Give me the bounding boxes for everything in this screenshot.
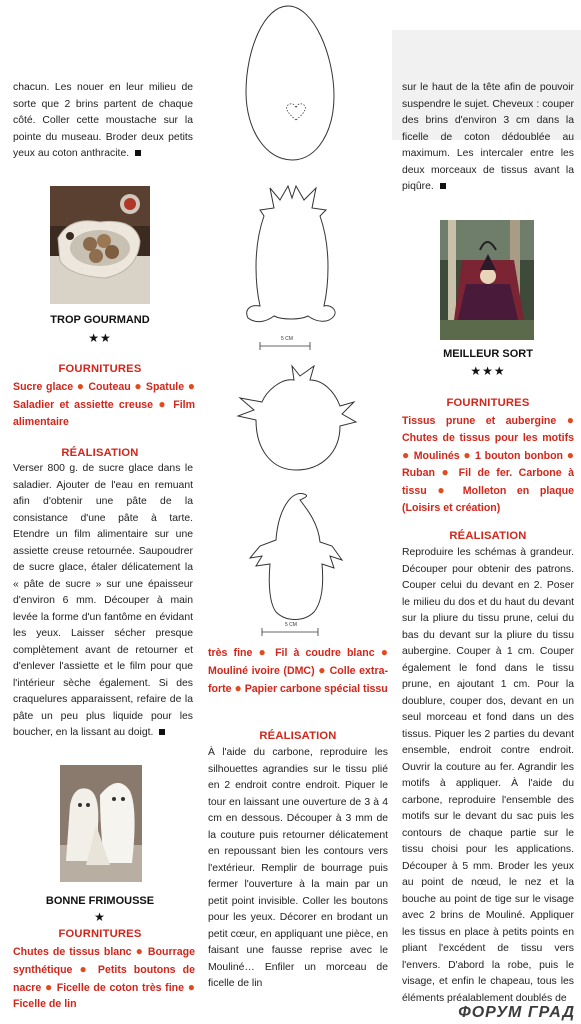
fournitures-list-2: Chutes de tissus blanc ● Bourrage synthétique ● Petits boutons de nacre ● Ficelle de coton très fine ● Ficelle de lin [13,944,196,1011]
realisation-heading-1: RÉALISATION [61,447,139,459]
photo-trop-gourmand [50,186,150,304]
realisation-heading-2: RÉALISATION [259,730,337,742]
realisation-heading-3: RÉALISATION [449,530,527,542]
realisation-text-3: Reproduire les schémas à grandeur. Découper pour obtenir des patrons. Couper celui du devant en 2. Poser le milieu du dos et du haut du devant sur la pliure du tissu prune, celui du bas du devant sur la pliure du tissu aubergine. Couper à 1 cm. Couper également le fond dans le tissu prune, en ajoutant 1 cm. Pour la doublure, couper dos, devant en un seul morceau et fond dans un des tissus. Piquer les 2 parties du devant ensemble, endroit contre endroit. Ouvrir la couture au fer. Agrandir les motifs à appliquer. À l'aide du carbone, reproduire l'ensemble des motifs sur le devant du sac puis les contours de chaque partie sur le tissu choisi pour les applications. Découper à 5 mm. Broder les yeux au point de nœud, le nez et la bouche au point de tige sur le visage avec 2 brins de Mouliné. Appliquer les tissus en place à petits points en pliant l'excédent de tissu vers l'envers. D'abord la robe, puis le visage, et enfin le chapeau, tous les éléments préalablement doublés de [402,547,574,1004]
difficulty-stars-meilleur-sort: ★★★ [470,364,506,378]
realisation-text-2: À l'aide du carbone, reproduire les silhouettes agrandies sur le tissu plié en 2 endroit contre endroit. Piquer le tour en laissant une ouverture de 3 à 4 cm en dessous. Découper à 3 mm de la couture puis retourner délicatement en repoussant bien les contours vers l'extérieur. Remplir de bourrage puis fermer l'ouverture à la main par un petit point invisible. Coller les boutons pour les yeux. Décorer en brodant un petit cœur, en appliquant une pièce, en faisant une fausse reprise avec le Mouliné… Enfiler un morceau de ficelle de lin [208,747,388,989]
right-intro-text: sur le haut de la tête afin de pouvoir suspendre le sujet. Cheveux : couper des brins d'environ 3 cm dans la ficelle de coton dédoublée au maximum. Les intercaler entre les deux morceaux de tissus avant la piqûre. [402,82,574,192]
project-title-trop-gourmand: TROP GOURMAND [50,314,150,326]
photo-meilleur-sort [440,220,534,340]
fournitures-list-1: Sucre glace ● Couteau ● Spatule ● Saladier et assiette creuse ● Film alimentaire [13,379,196,428]
pattern-illustrations [200,0,392,640]
fournitures-heading-1: FOURNITURES [58,363,142,375]
difficulty-stars-trop-gourmand: ★★ [88,331,112,345]
pattern-ghost-2 [250,494,342,620]
fournitures-list-2-continued: très fine ● Fil à coudre blanc ● Mouliné ivoire (DMC) ● Colle extra-forte ● Papier carbone spécial tissu [208,645,389,695]
pattern-scale-label-2: 5 CM [285,622,297,628]
pattern-ghost-1 [247,186,335,322]
end-mark [159,729,165,735]
photo-bonne-frimousse [60,765,142,882]
project-title-meilleur-sort: MEILLEUR SORT [443,348,533,360]
fournitures-list-3: Tissus prune et aubergine ● Chutes de tissus pour les motifs ● Moulinés ● 1 bouton bonbon ● Ruban ● Fil de fer. Carbone à tissu ● Molleton en plaque (Loisirs et création) [402,413,574,514]
pattern-scale-label-1: 5 CM [281,336,293,342]
forum-watermark: ФОРУМ ГРАД [458,1004,575,1021]
fournitures-heading-2: FOURNITURES [58,928,142,940]
project-title-bonne-frimousse: BONNE FRIMOUSSE [45,895,155,907]
realisation-text-1: Verser 800 g. de sucre glace dans le saladier. Ajouter de l'eau en remuant afin d'obtenir une pâte de la consistance d'une pâte à tarte. Etendre un film alimentaire sur une assiette creuse retournée. Saupoudrer de sucre glace, étaler délicatement la « pâte de sucre » sur une épaisseur d'environ 6 mm. Découper à main levée la forme d'un fantôme en évidant les yeux. Laisser sécher presque complètement avant de retourner et d'enlever l'assiette et le film pour que l'intérieur sèche également. Si des craquelures apparaissent, refaire de la pâte un peu plus liquide pour les boucher, en la lissant au doigt. [13,463,193,738]
difficulty-stars-bonne-frimousse: ★ [94,910,106,924]
end-mark [135,150,141,156]
pattern-egg-shape [246,6,334,160]
pattern-spiky-egg [238,366,356,470]
end-mark [440,183,446,189]
fournitures-heading-3: FOURNITURES [446,397,530,409]
left-intro-text: chacun. Les nouer en leur milieu de sorte que 2 brins partent de chaque côté. Coller cette moustache sur la pointe du museau. Broder deux petits yeux au coton anthracite. [13,82,193,159]
